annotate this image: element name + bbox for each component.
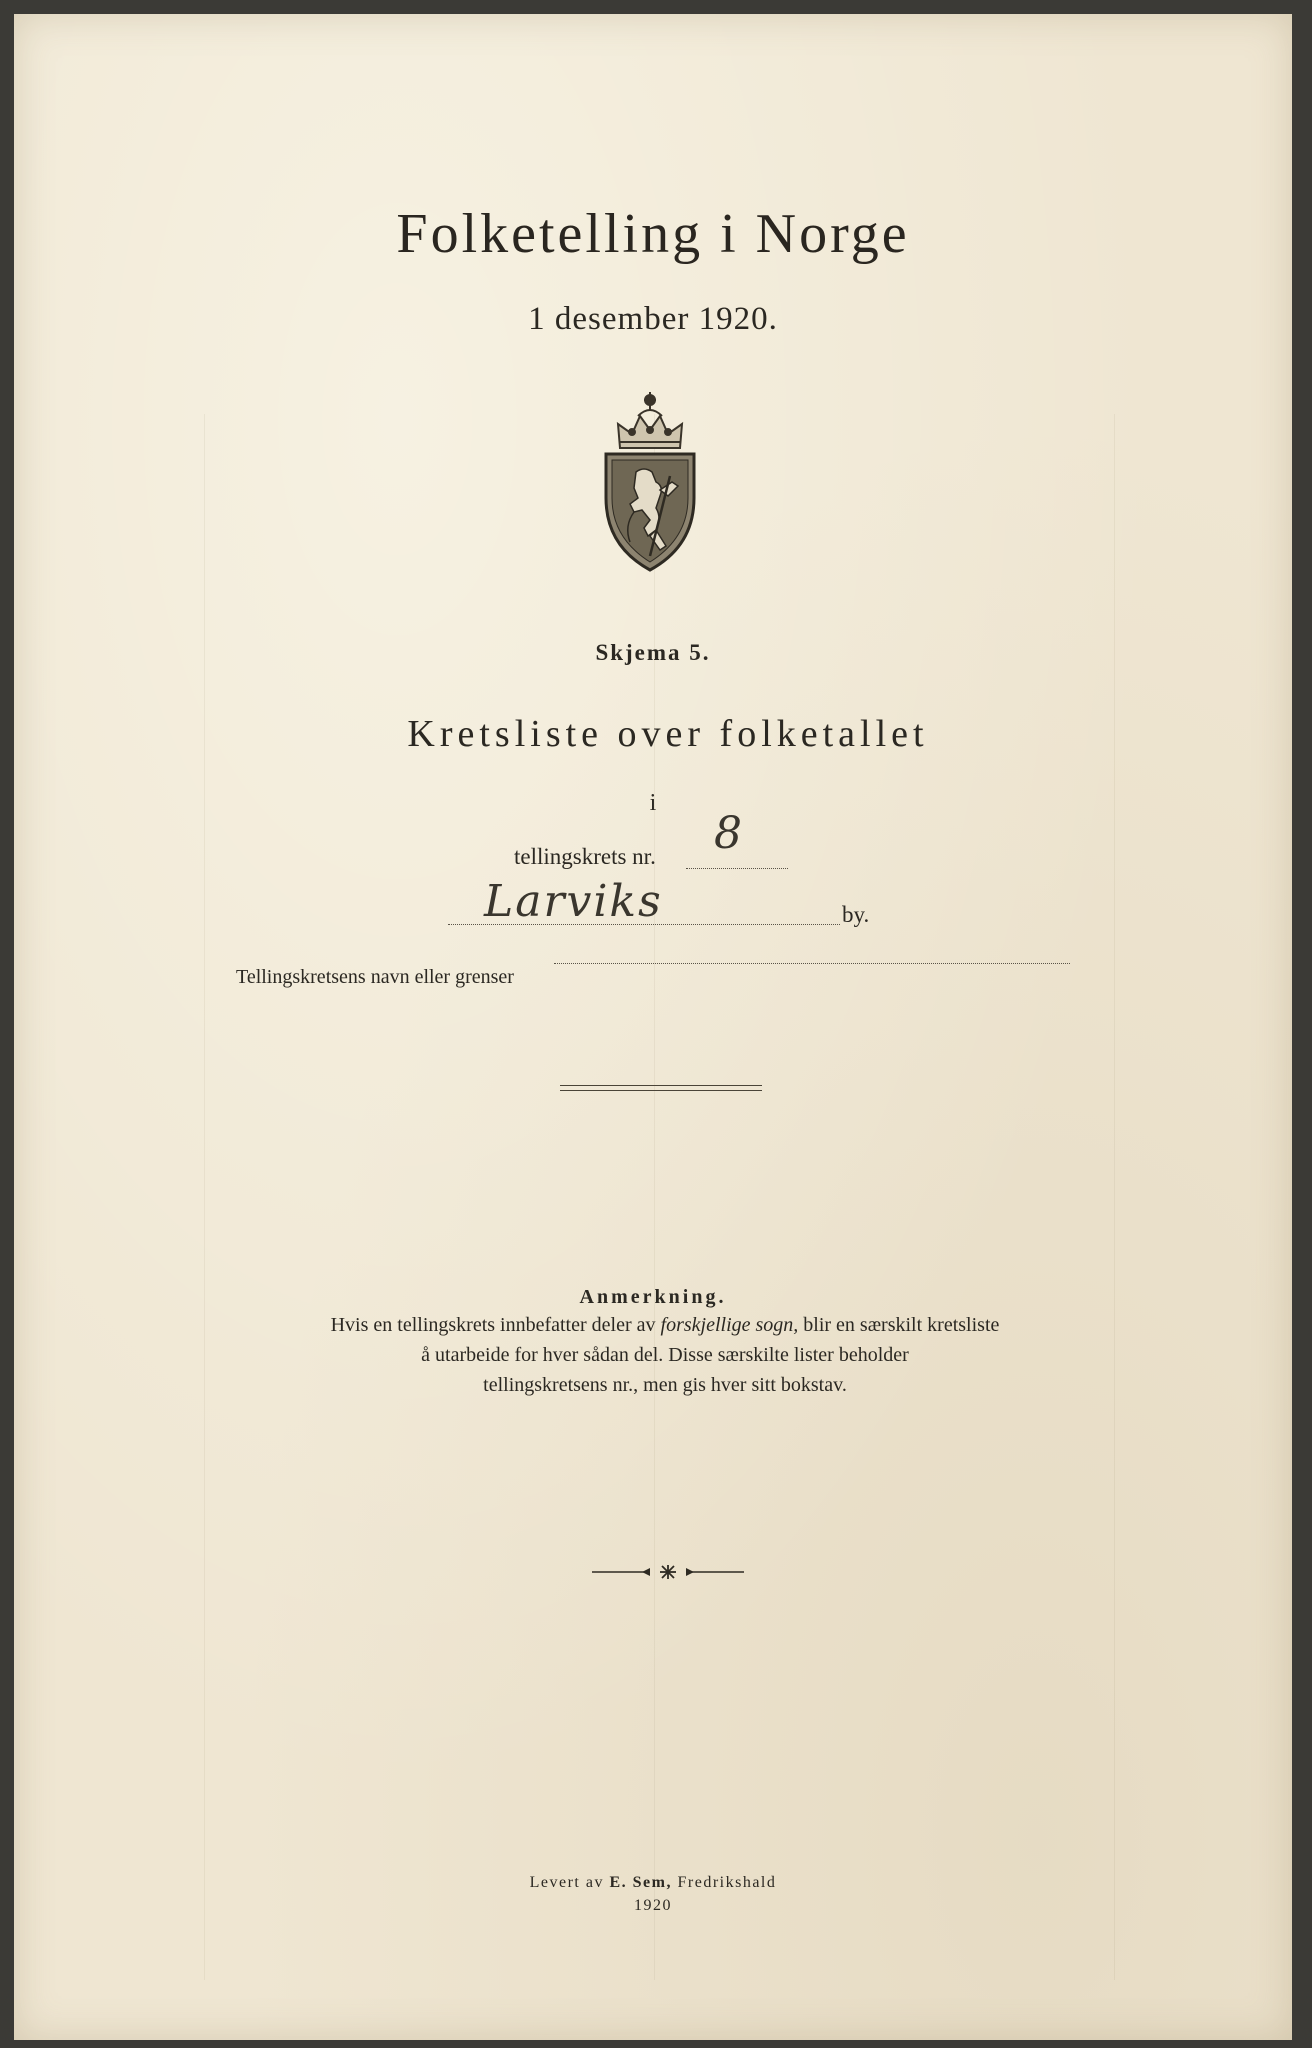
printer-info xyxy=(14,1871,1292,1917)
district-number-label: tellingskrets nr. xyxy=(514,844,656,869)
remark-text xyxy=(270,1310,1060,1400)
census-date: 1 desember 1920. xyxy=(528,301,778,337)
norwegian-coat-of-arms-icon xyxy=(598,386,702,574)
printer-prefix: Levert av xyxy=(529,1874,610,1891)
form-heading: Kretsliste over folketallet xyxy=(407,713,929,755)
district-name-line xyxy=(554,963,1070,964)
remark-line-1 xyxy=(270,1310,1060,1340)
double-rule-divider xyxy=(560,1085,762,1091)
district-name-label: Tellingskretsens navn eller grenser xyxy=(236,966,514,988)
printer-year: 1920 xyxy=(634,1897,672,1914)
town-suffix: by. xyxy=(842,902,870,927)
printer-name: E. Sem, xyxy=(609,1874,672,1891)
page-title: Folketelling i Norge xyxy=(396,203,910,265)
remark-line-1-italic: forskjellige sogn, xyxy=(660,1314,799,1336)
word-i: i xyxy=(649,790,657,816)
remark-title: Anmerkning. xyxy=(579,1286,727,1308)
schema-number: Skjema 5. xyxy=(595,640,711,665)
town-name-value: Larviks xyxy=(484,876,663,927)
remark-line-2: å utarbeide for hver sådan del. Disse særskilte lister beholder xyxy=(421,1344,909,1366)
remark-line-1-start: Hvis en tellingskrets innbefatter deler av xyxy=(330,1314,661,1336)
district-number-value: 8 xyxy=(714,808,742,859)
printer-place: Fredrikshald xyxy=(671,1874,777,1891)
remark-line-3: tellingskretsens nr., men gis hver sitt bokstav. xyxy=(483,1374,847,1396)
ornament-divider-icon xyxy=(592,1562,744,1582)
remark-line-1-end: blir en særskilt kretsliste xyxy=(798,1314,1000,1336)
district-number-line xyxy=(686,868,788,869)
printer-line-1 xyxy=(14,1871,1292,1894)
census-form-page xyxy=(14,14,1292,2040)
